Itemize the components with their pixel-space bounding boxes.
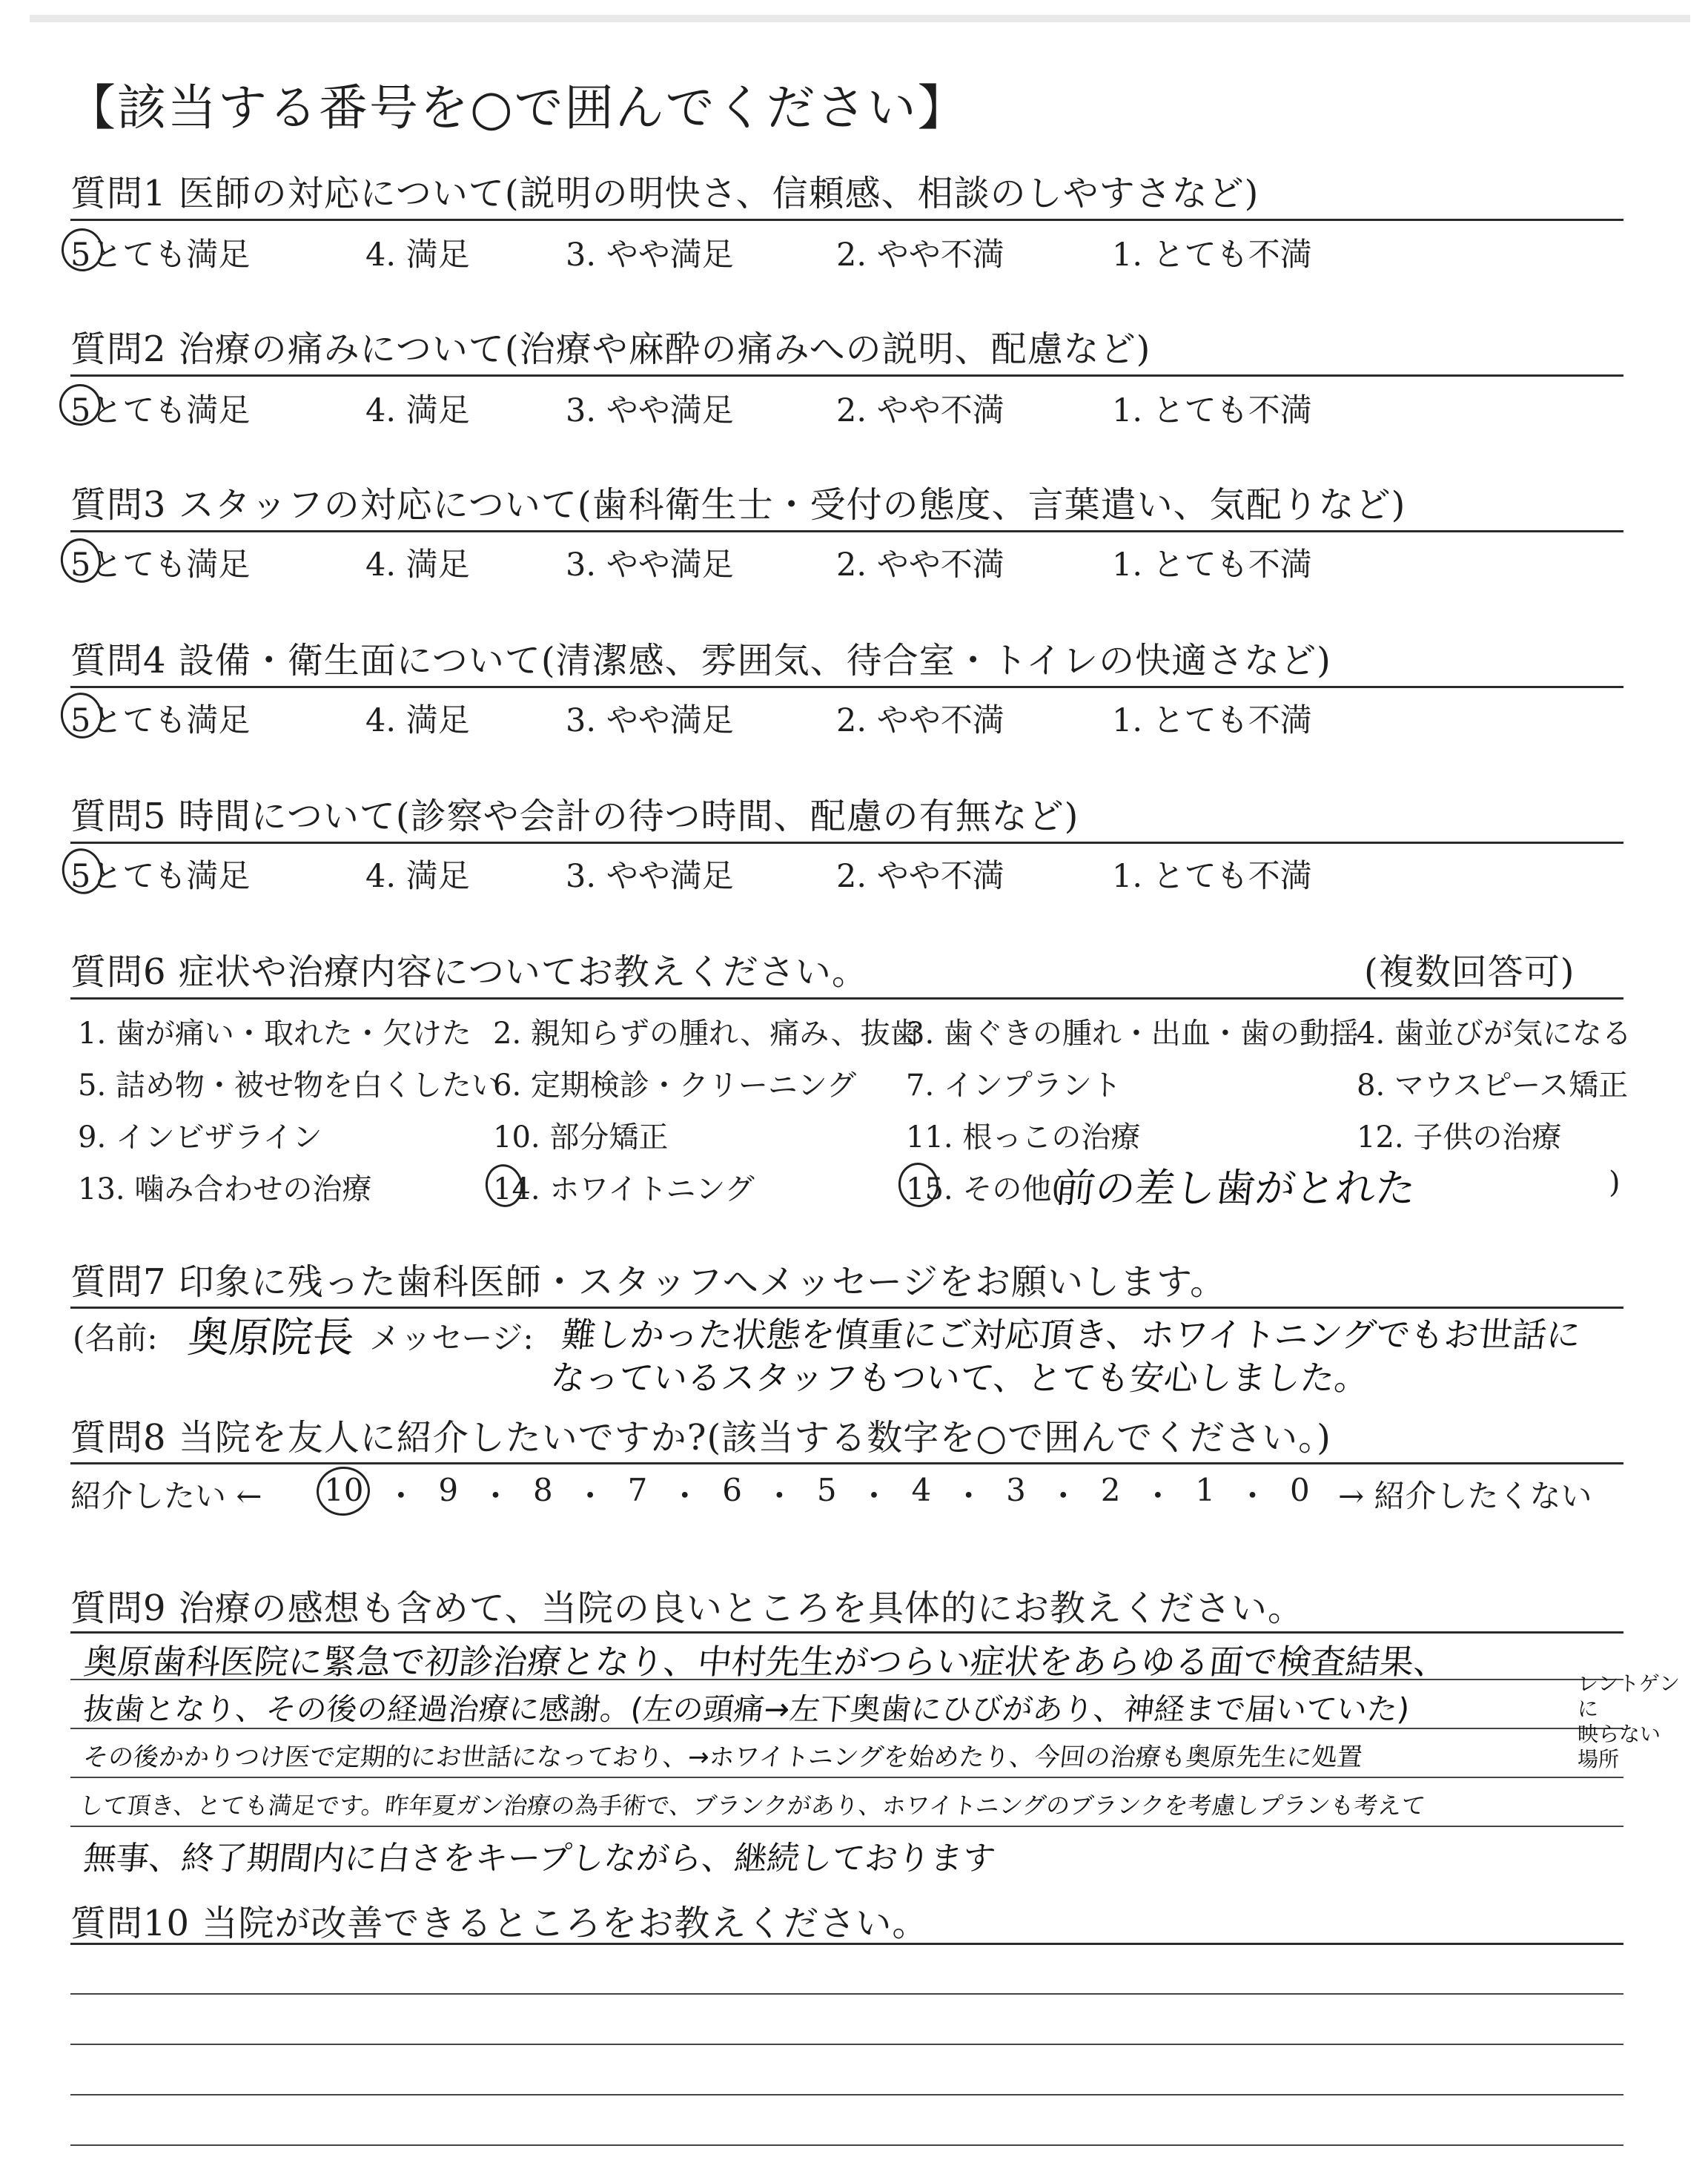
q6-option-11[interactable]: 11. 根っこの治療 [906, 1120, 1141, 1155]
q10-answer-line[interactable] [70, 1993, 1623, 1995]
q9-answer-line [70, 1826, 1623, 1827]
q9-answer-line-4[interactable]: して頂き、とても満足です。昨年夏ガン治療の為手術で、ブランクがあり、ホワイトニングのブランクを考慮しプランも考えて [78, 1791, 1427, 1820]
q4-option-2[interactable]: 2. やや不満 [836, 702, 1004, 739]
q8-value-2[interactable]: 2 [1100, 1472, 1121, 1508]
q8-value-0[interactable]: 0 [1289, 1472, 1310, 1508]
q6-option-8[interactable]: 8. マウスピース矯正 [1357, 1069, 1629, 1103]
q5-option-1[interactable]: 1. とても不満 [1112, 858, 1312, 895]
question-5-label: 質問5 時間について(診察や会計の待つ時間、配慮の有無など) [70, 796, 1079, 837]
q7-message-label: メッセージ: [369, 1320, 534, 1356]
q8-value-6[interactable]: 6 [722, 1472, 742, 1508]
q7-name-label: (名前: [73, 1320, 158, 1356]
q2-option-4[interactable]: 4. 満足 [365, 392, 470, 429]
q4-option-1[interactable]: 1. とても不満 [1112, 702, 1312, 739]
q7-name-value[interactable]: 奥原院長 [185, 1314, 357, 1362]
q1-option-1[interactable]: 1. とても不満 [1112, 237, 1312, 274]
q6-option-13[interactable]: 13. 噛み合わせの治療 [78, 1172, 372, 1206]
q8-value-3[interactable]: 3 [1006, 1472, 1026, 1508]
q9-margin-note-line-3: 場所 [1578, 1747, 1620, 1771]
question-2-rule [70, 374, 1623, 377]
q8-value-1[interactable]: 1 [1195, 1472, 1216, 1508]
q6-other-close-paren: ) [1609, 1166, 1621, 1200]
question-1-rule [70, 219, 1623, 221]
q9-answer-line [70, 1777, 1623, 1778]
q8-separator: ・ [1142, 1478, 1174, 1514]
q6-option-7[interactable]: 7. インプラント [906, 1069, 1122, 1103]
q8-separator: ・ [669, 1478, 701, 1514]
q3-option-5-text: とても満足 [90, 546, 251, 584]
question-2-label: 質問2 治療の痛みについて(治療や麻酔の痛みへの説明、配慮など) [70, 328, 1151, 370]
q6-option-10[interactable]: 10. 部分矯正 [493, 1120, 669, 1155]
q6-option-14[interactable]: 14. ホワイトニング [493, 1172, 755, 1206]
q4-option-5-num: 5 [70, 702, 91, 739]
q2-option-2[interactable]: 2. やや不満 [836, 392, 1004, 429]
q9-answer-line-1[interactable]: 奥原歯科医院に緊急で初診治療となり、中村先生がつらい症状をあらゆる面で検査結果、 [82, 1642, 1450, 1682]
question-4-rule [70, 686, 1623, 688]
q8-separator: ・ [764, 1478, 795, 1514]
q8-value-9[interactable]: 9 [438, 1472, 459, 1508]
question-8-label: 質問8 当院を友人に紹介したいですか?(該当する数字を○で囲んでください。) [70, 1417, 1331, 1459]
q9-margin-note-line-2: 映らない [1578, 1722, 1661, 1746]
q9-answer-line-2[interactable]: 抜歯となり、その後の経過治療に感謝。(左の頭痛→左下奥歯にひびがあり、神経まで届いていた) [82, 1691, 1411, 1727]
q8-value-5[interactable]: 5 [816, 1472, 837, 1508]
q10-answer-line[interactable] [70, 2144, 1623, 2146]
q3-option-5-num: 5 [70, 546, 91, 584]
q6-option-6[interactable]: 6. 定期検診・クリーニング [493, 1069, 857, 1103]
question-5-rule [70, 842, 1623, 844]
q3-option-4[interactable]: 4. 満足 [365, 546, 470, 584]
q6-option-15[interactable]: 15. その他( [906, 1172, 1063, 1206]
q8-right-label: → 紹介したくない [1338, 1478, 1592, 1514]
q8-value-8[interactable]: 8 [532, 1472, 553, 1508]
q10-answer-line[interactable] [70, 2094, 1623, 2095]
q6-option-3[interactable]: 3. 歯ぐきの腫れ・出血・歯の動揺 [906, 1017, 1359, 1051]
q9-answer-line-3[interactable]: その後かかりつけ医で定期的にお世話になっており、→ホワイトニングを始めたり、今回の治療も奥原先生に処置 [82, 1743, 1364, 1772]
q8-left-label: 紹介したい ← [70, 1478, 262, 1514]
q4-option-3[interactable]: 3. やや満足 [566, 702, 734, 739]
q6-option-1[interactable]: 1. 歯が痛い・取れた・欠けた [78, 1017, 471, 1051]
q5-option-4[interactable]: 4. 満足 [365, 858, 470, 895]
q8-separator: ・ [953, 1478, 984, 1514]
q1-option-4[interactable]: 4. 満足 [365, 237, 470, 274]
q1-option-3[interactable]: 3. やや満足 [566, 237, 734, 274]
q2-option-1[interactable]: 1. とても不満 [1112, 392, 1312, 429]
q2-option-5-text: とても満足 [90, 392, 251, 429]
q7-message-line-1[interactable]: 難しかった状態を慎重にご対応頂き、ホワイトニングでもお世話に [560, 1315, 1583, 1355]
q6-option-2[interactable]: 2. 親知らずの腫れ、痛み、抜歯 [493, 1017, 920, 1051]
q2-option-3[interactable]: 3. やや満足 [566, 392, 734, 429]
q8-value-7[interactable]: 7 [627, 1472, 648, 1508]
q8-separator: ・ [1237, 1478, 1268, 1514]
q2-option-5-num: 5 [70, 392, 91, 429]
question-1-label: 質問1 医師の対応について(説明の明快さ、信頼感、相談のしやすさなど) [70, 173, 1260, 214]
q1-option-5-num: 5 [70, 237, 91, 274]
q6-option-9[interactable]: 9. インビザライン [78, 1120, 322, 1155]
q8-separator: ・ [1047, 1478, 1079, 1514]
q8-separator: ・ [385, 1478, 417, 1514]
q5-option-5-text: とても満足 [90, 858, 251, 895]
question-7-label: 質問7 印象に残った歯科医師・スタッフへメッセージをお願いします。 [70, 1261, 1227, 1303]
q3-option-2[interactable]: 2. やや不満 [836, 546, 1004, 584]
q9-margin-note-line-1: レントゲンに [1578, 1671, 1681, 1721]
q5-option-3[interactable]: 3. やや満足 [566, 858, 734, 895]
q6-option-4[interactable]: 4. 歯並びが気になる [1357, 1017, 1632, 1051]
q7-message-line-2[interactable]: なっているスタッフもついて、とても安心しました。 [549, 1358, 1371, 1398]
question-6-rule [70, 997, 1623, 1000]
q9-answer-line-5[interactable]: 無事、終了期間内に白さをキープしながら、継続しております [82, 1840, 998, 1877]
question-8-rule [70, 1462, 1623, 1464]
q8-separator: ・ [480, 1478, 512, 1514]
q8-scale [324, 1472, 1310, 1516]
q8-separator: ・ [858, 1478, 890, 1514]
page-title: 【該当する番号を○で囲んでください】 [67, 79, 968, 136]
q8-value-10[interactable]: 10 [324, 1472, 364, 1508]
question-6-note: (複数回答可) [1364, 951, 1575, 993]
question-9-rule [70, 1631, 1623, 1634]
question-3-label: 質問3 スタッフの対応について(歯科衛生士・受付の態度、言葉遣い、気配りなど) [70, 484, 1406, 526]
q6-option-12[interactable]: 12. 子供の治療 [1357, 1120, 1562, 1155]
q1-option-2[interactable]: 2. やや不満 [836, 237, 1004, 274]
question-10-rule [70, 1943, 1623, 1945]
q3-option-1[interactable]: 1. とても不満 [1112, 546, 1312, 584]
q10-answer-line[interactable] [70, 2044, 1623, 2045]
q1-option-5-text: とても満足 [90, 237, 251, 274]
q4-option-5-text: とても満足 [90, 702, 251, 739]
q5-option-5-num: 5 [70, 858, 91, 895]
question-9-label: 質問9 治療の感想も含めて、当院の良いところを具体的にお教えください。 [70, 1588, 1304, 1629]
question-3-rule [70, 530, 1623, 532]
scan-top-band [30, 15, 1690, 22]
q4-option-4[interactable]: 4. 満足 [365, 702, 470, 739]
q6-other-answer[interactable]: 前の差し歯がとれた [1053, 1165, 1418, 1212]
q3-option-3[interactable]: 3. やや満足 [566, 546, 734, 584]
question-4-label: 質問4 設備・衛生面について(清潔感、雰囲気、待合室・トイレの快適さなど) [70, 640, 1331, 681]
q5-option-2[interactable]: 2. やや不満 [836, 858, 1004, 895]
q9-margin-note [1578, 1671, 1681, 1772]
q8-value-4[interactable]: 4 [911, 1472, 932, 1508]
q8-separator: ・ [575, 1478, 606, 1514]
question-10-label: 質問10 当院が改善できるところをお教えください。 [70, 1903, 929, 1944]
q6-option-5[interactable]: 5. 詰め物・被せ物を白くしたい [78, 1069, 501, 1103]
question-6-label: 質問6 症状や治療内容についてお教えください。 [70, 951, 868, 993]
